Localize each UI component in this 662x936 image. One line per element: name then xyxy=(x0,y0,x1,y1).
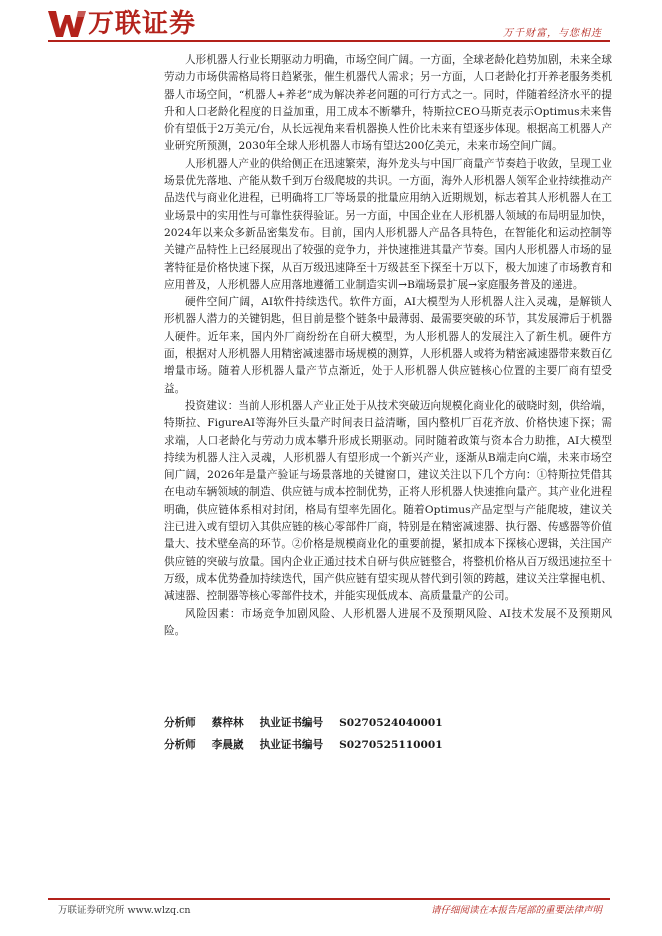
company-logo xyxy=(48,8,196,40)
paragraph-risk-factors: 风险因素：市场竞争加剧风险、人形机器人进展不及预期风险、AI技术发展不及预期风险。 xyxy=(164,607,612,637)
paragraph-supply-side: 人形机器人产业的供给侧正在迅速繁荣，海外龙头与中国厂商量产节奏趋于收敛，呈现工业场景优先落地、产能从数千到万台级爬坡的共识。一方面，海外人形机器人领军企业持续推动产品迭代与商业化进程，已明确将工厂等场景的批量应用纳入近期规划，标志着其人形机器人在工业场景中的实用性与可靠性获得验证。另一方面，中国企业在人形机器人领域的布局明显加快，2024年以来众多新品密集发布。目前，国内人形机器人产品各具特色，在智能化和运动控制等关键产品特性上已经展现出了较强的竞争力，并快速推进其量产节奏。国内人形机器人市场的显著特征是价格快速下探，从百万级迅速降至十万级甚至下探至十万以下，极大加速了市场教育和应用普及，人形机器人应用落地遵循工业制造实训→B端场景扩展→家庭服务普及的递进。 xyxy=(164,157,612,291)
analyst-role: 分析师 xyxy=(164,739,196,751)
header-divider xyxy=(48,40,610,42)
paragraph-investment-advice: 投资建议：当前人形机器人产业正处于从技术突破迈向规模化商业化的破晓时刻，供给端，特斯拉、FigureAI等海外巨头量产时间表日益清晰，国内整机厂百花齐放、价格快速下探；需求端，人口老龄化与劳动力成本攀升形成长期驱动。同时随着政策与资本合力助推，AI大模型持续为机器人注入灵魂，人形机器人有望形成一个新兴产业，逐渐从B端走向C端，未来市场空间广阔，2026年是量产验证与场景落地的关键窗口，建议关注以下几个方向：①特斯拉凭借其在电动车辆领域的制造、供应链与成本控制优势，正将人形机器人快速推向量产。其产业化进程明确，供应链体系相对封闭，格局有望率先固化。随着Optimus产品定型与产能爬坡，建议关注已进入或有望切入其供应链的核心零部件厂商，特别是在精密减速器、执行器、传感器等价值量大、技术壁垒高的环节。②价格是规模商业化的重要前提，紧扣成本下探核心逻辑，关注国产供应链的突破与放量。国内企业正通过技术自研与供应链整合，将整机价格从百万级迅速拉至十万级，成本优势叠加持续迭代，国产供应链有望实现从替代到引领的跨越，建议关注掌握电机、减速器、控制器等核心零部件技术，并能实现低成本、高质量量产的公司。 xyxy=(164,399,612,603)
cert-number: S0270525110001 xyxy=(339,739,443,751)
paragraph-hardware-software: 硬件空间广阔，AI软件持续迭代。软件方面，AI大模型为人形机器人注入灵魂，是解锁人形机器人潜力的关键钥匙，但目前是整个链条中最薄弱、最需要突破的环节，其发展滞后于机器人硬件。近年来，国内外厂商纷纷在自研大模型，为人形机器人的发展注入了新生机。硬件方面，根据对人形机器人用精密减速器市场规模的测算，人形机器人或将为精密减速器带来数百亿增量市场。随着人形机器人量产节点渐近，处于人形机器人供应链核心位置的主要厂商有望受益。 xyxy=(164,296,612,395)
footer-divider xyxy=(48,898,610,900)
report-body xyxy=(164,52,612,640)
cert-label: 执业证书编号 xyxy=(259,717,324,729)
analyst-role: 分析师 xyxy=(164,717,196,729)
footer-source: 万联证券研究所 www.wlzq.cn xyxy=(58,905,191,916)
analyst-name: 李晨崴 xyxy=(211,739,244,751)
cert-label: 执业证书编号 xyxy=(259,739,324,751)
cert-number: S0270524040001 xyxy=(339,717,443,729)
page-header xyxy=(0,0,662,46)
analyst-row xyxy=(164,734,612,756)
footer-disclaimer-note: 请仔细阅读在本报告尾部的重要法律声明 xyxy=(430,905,602,916)
logo-w-icon xyxy=(48,9,86,39)
header-slogan: 万千财富，与您相连 xyxy=(503,28,602,39)
analyst-name: 蔡梓林 xyxy=(211,717,244,729)
paragraph-market-drivers: 人形机器人行业长期驱动力明确，市场空间广阔。一方面，全球老龄化趋势加剧，未来全球劳动力市场供需格局将日趋紧张，催生机器代人需求；另一方面，人口老龄化打开养老服务类机器人市场空间，“机器人+养老”成为解决养老问题的可行方式之一。同时，伴随着经济水平的提升和人口老龄化程度的日益加重，用工成本不断攀升，特斯拉CEO马斯克表示Optimus未来售价有望低于2万美元/台，从长远视角来看机器换人性价比未来有望逐步体现。根据高工机器人产业研究所预测，2030年全球人形机器人市场有望达200亿美元，未来市场空间广阔。 xyxy=(164,54,612,153)
logo-text: 万联证券 xyxy=(88,9,197,39)
analyst-list xyxy=(164,712,612,756)
analyst-row xyxy=(164,712,612,734)
